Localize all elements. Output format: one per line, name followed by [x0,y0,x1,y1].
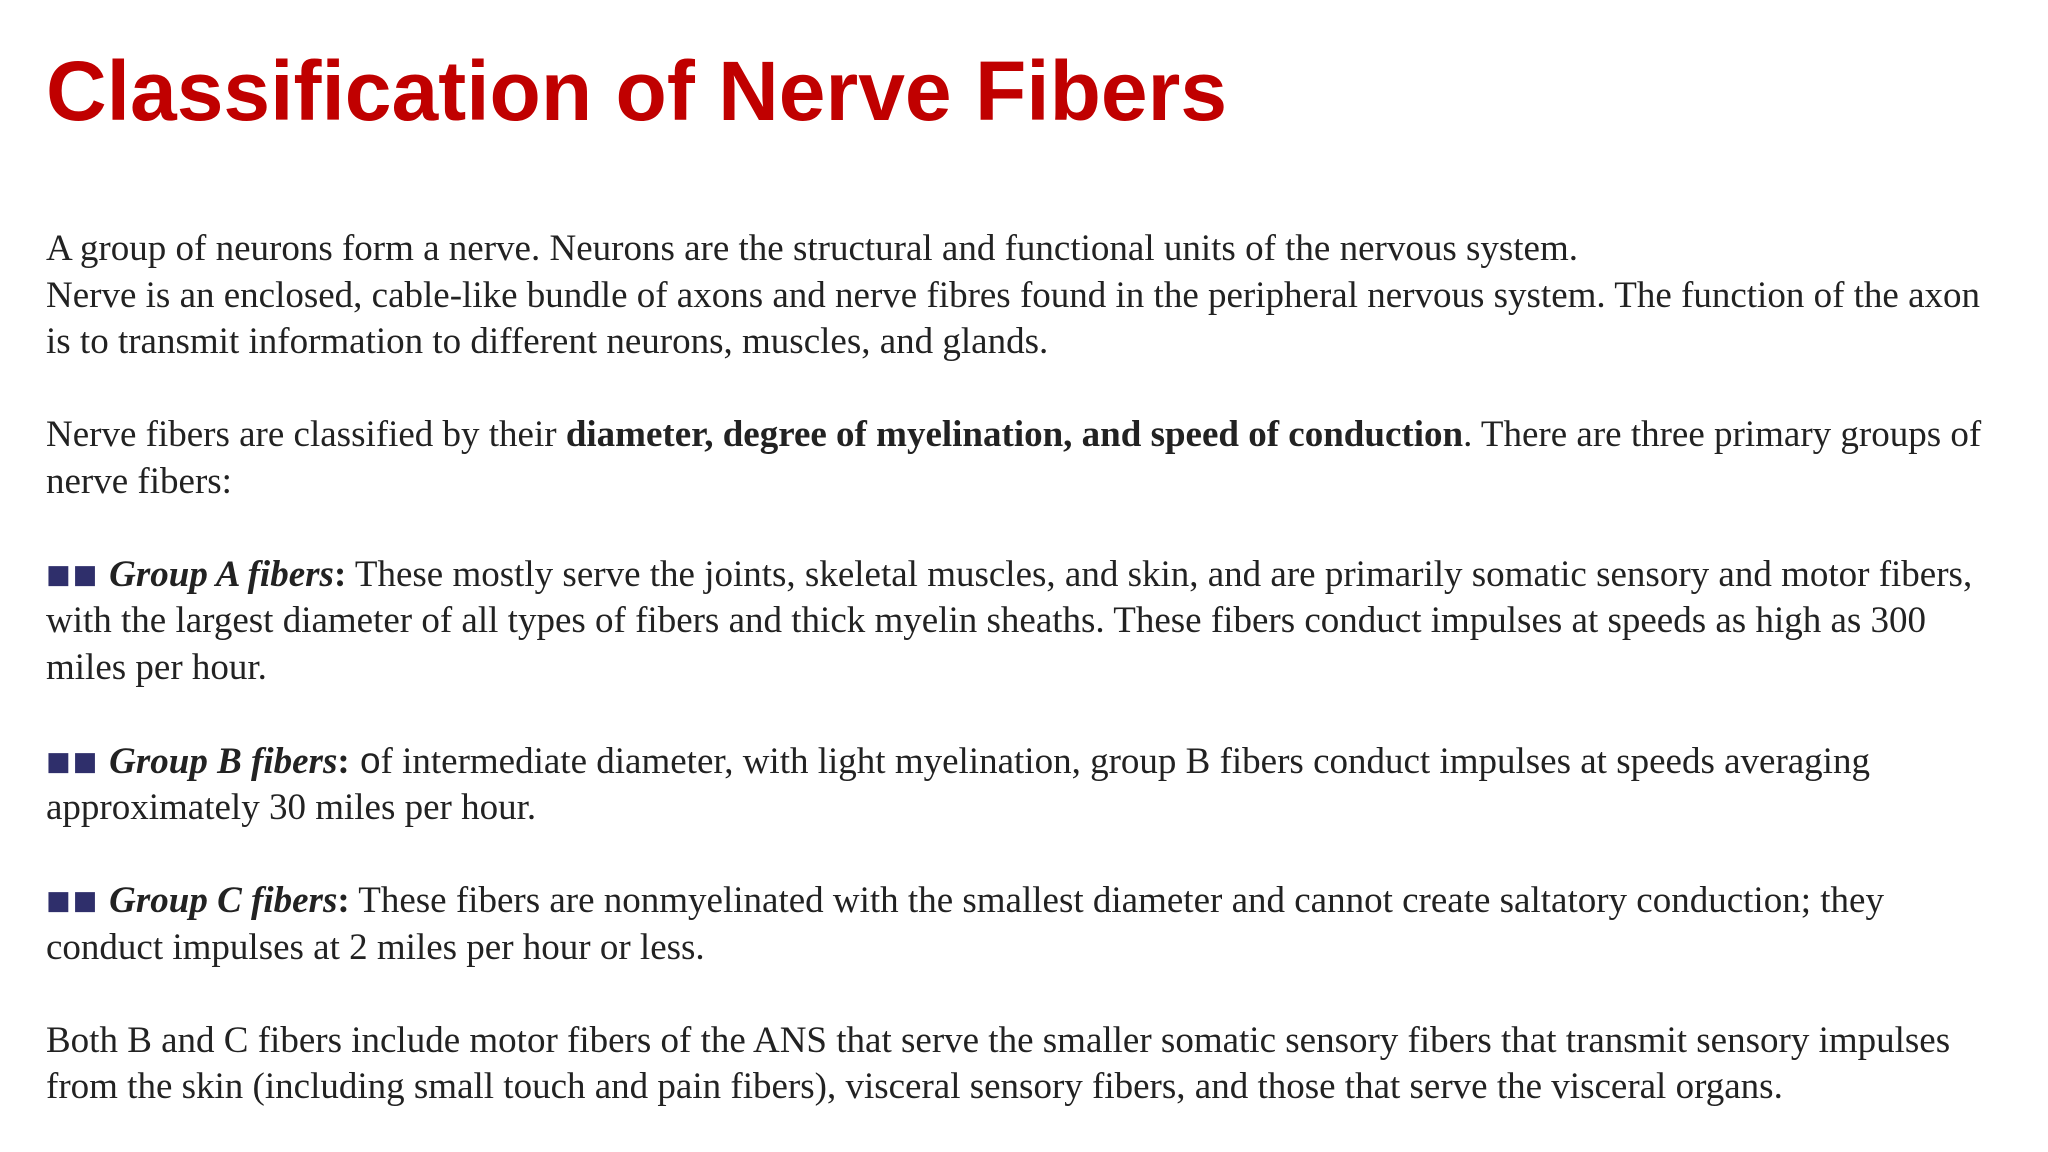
group-a-name: Group A fibers [109,553,334,595]
group-b-lead-letter: o [349,739,381,781]
slide-body [46,226,2008,1111]
group-a-item [46,552,2008,692]
classification-text-after: . There are three primary groups of nerve fibers: [46,414,1982,502]
group-b-description: f intermediate diameter, with light myelination, group B fibers conduct impulses at speeds averaging approximately 30 miles per hour. [46,740,1870,828]
group-b-colon: : [337,740,350,782]
classification-text-before: Nerve fibers are classified by their [46,414,566,455]
group-a-description: These mostly serve the joints, skeletal muscles, and skin, and are primarily somatic sensory and motor fibers, with the largest diameter of all types of fibers and thick myelin sheaths. These fibers conduct impulses at speeds as high as 300 miles per hour. [46,553,1973,688]
classification-criteria: diameter, degree of myelination, and speed of conduction [565,414,1464,455]
double-square-bullet-icon: ■■ [46,559,100,590]
group-b-name: Group B fibers [109,740,338,782]
intro-line-2: Nerve is an enclosed, cable-like bundle of axons and nerve fibres found in the peripheral nervous system. The function of the axon is to transmit information to different neurons, muscles, and glands. [46,274,1981,362]
group-c-colon: : [337,880,350,921]
classification-paragraph [46,412,2008,505]
group-c-name: Group C fibers [109,880,338,921]
slide-title: Classification of Nerve Fibers [46,44,1228,138]
closing-paragraph: Both B and C fibers include motor fibers of the ANS that serve the smaller somatic sensory fibers that transmit sensory impulses from the skin (including small touch and pain fibers), visceral sensory fibers, and those that serve the visceral organs. [46,1019,1951,1107]
double-square-bullet-icon: ■■ [46,886,100,916]
group-c-description: These fibers are nonmyelinated with the smallest diameter and cannot create saltatory conduction; they conduct impulses at 2 miles per hour or less. [46,880,1884,968]
group-b-item [46,738,2008,832]
group-a-colon: : [333,553,347,595]
intro-line-1: A group of neurons form a nerve. Neurons are the structural and functional units of the nervous system. [46,228,1579,269]
group-c-item [46,878,2008,971]
double-square-bullet-icon: ■■ [46,746,100,777]
